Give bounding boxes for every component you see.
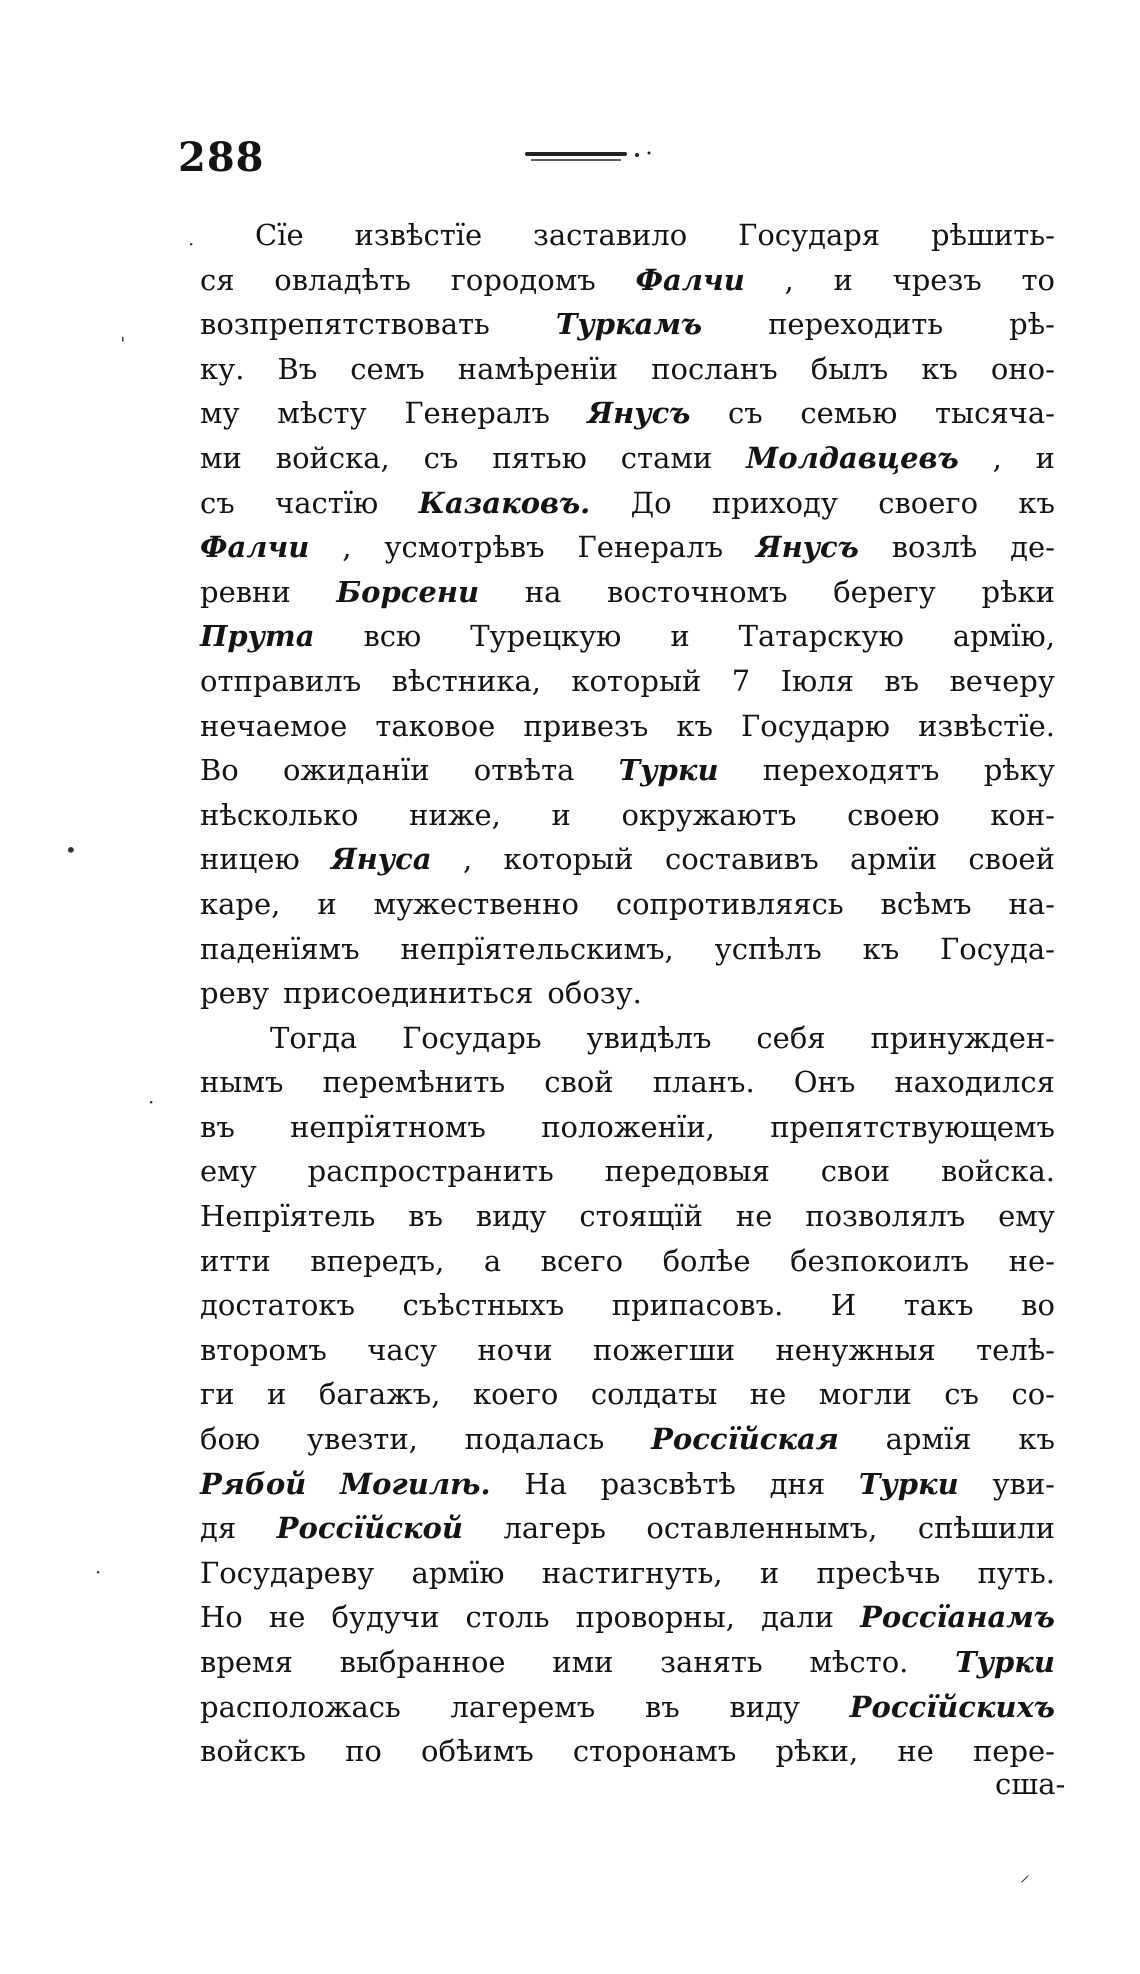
word: а xyxy=(483,1243,502,1278)
word: не- xyxy=(1008,1243,1055,1278)
word: съ xyxy=(944,1377,979,1412)
word: виду xyxy=(729,1689,800,1724)
text-line xyxy=(200,347,1055,392)
word: увидѣлъ xyxy=(586,1020,712,1055)
text-line xyxy=(200,1149,1055,1194)
word: путь. xyxy=(977,1555,1055,1590)
text-line xyxy=(200,481,1055,526)
word: ницею xyxy=(200,842,300,877)
word: дали xyxy=(761,1600,834,1635)
word: мѣсту xyxy=(277,396,367,431)
italic-word: Турки xyxy=(618,753,719,788)
word: извѣстїе xyxy=(354,218,483,252)
word: болѣе xyxy=(662,1243,751,1278)
word: багажъ, xyxy=(318,1377,441,1412)
text-line xyxy=(200,1729,1055,1774)
word: своей xyxy=(968,842,1055,877)
word: спѣшили xyxy=(917,1511,1055,1546)
word: ненужныя xyxy=(775,1332,936,1367)
text-line xyxy=(200,1417,1055,1462)
word: коего xyxy=(472,1377,559,1412)
word: не xyxy=(897,1734,934,1769)
word: сопротивляясь xyxy=(615,886,844,921)
word: лагерь xyxy=(503,1511,606,1546)
word: Государеву xyxy=(200,1555,375,1590)
text-line xyxy=(200,213,1055,258)
word: распространить xyxy=(307,1154,554,1189)
italic-word: Янусъ xyxy=(587,396,691,431)
word: , xyxy=(784,262,794,297)
italic-word: Россїйской xyxy=(276,1511,463,1546)
word: Госуда- xyxy=(940,931,1055,966)
text-line xyxy=(200,1328,1055,1373)
text-line xyxy=(200,927,1055,972)
word: До xyxy=(630,485,672,520)
word: ку. xyxy=(200,351,245,386)
word: по xyxy=(345,1734,382,1769)
word: часу xyxy=(367,1332,437,1367)
word: на xyxy=(524,574,562,609)
text-line xyxy=(200,659,1055,704)
word: армїя xyxy=(885,1422,972,1457)
word: ему xyxy=(998,1199,1055,1234)
word: и xyxy=(317,886,337,921)
word: оставленнымъ, xyxy=(646,1511,878,1546)
word: частїю xyxy=(275,485,379,520)
word: ниже, xyxy=(409,797,501,832)
word: семъ xyxy=(350,351,425,386)
word: му xyxy=(200,396,240,431)
word: отвѣта xyxy=(473,753,575,788)
word: берегу xyxy=(833,574,936,609)
header-rule-ornament xyxy=(525,146,675,166)
word: Тогда xyxy=(270,1020,358,1055)
text-line xyxy=(200,882,1055,927)
word: пресѣчь xyxy=(816,1555,941,1590)
word: присоединиться xyxy=(283,976,534,1011)
page-number: 288 xyxy=(178,134,265,181)
word: рѣки, xyxy=(775,1734,859,1769)
word: таковое xyxy=(375,708,496,743)
text-line xyxy=(200,1685,1055,1730)
text-line xyxy=(200,525,1055,570)
word: ночи xyxy=(477,1332,553,1367)
word: окружаютъ xyxy=(621,797,797,832)
word: разсвѣтѣ xyxy=(600,1466,736,1501)
word: къ xyxy=(1018,485,1055,520)
word: къ xyxy=(676,708,713,743)
word: со- xyxy=(1011,1377,1055,1412)
word: ги xyxy=(200,1377,235,1412)
italic-word: Россїйская xyxy=(651,1422,839,1457)
word: мужественно xyxy=(373,886,579,921)
word: переходить xyxy=(768,307,944,342)
italic-word: Фалчи xyxy=(200,530,310,565)
word: проворны, xyxy=(575,1600,735,1635)
word: и xyxy=(551,797,571,832)
word: возлѣ xyxy=(891,530,978,565)
word: могли xyxy=(818,1377,912,1412)
word: ими xyxy=(552,1645,614,1679)
word: съ xyxy=(728,396,763,431)
text-line xyxy=(200,1640,1055,1685)
word: ми xyxy=(200,440,242,475)
word: находился xyxy=(894,1065,1055,1100)
word: Турецкую xyxy=(470,619,622,654)
word: занять xyxy=(660,1645,763,1679)
word: Непрїятель xyxy=(200,1199,376,1234)
word: и xyxy=(1035,440,1055,475)
text-line xyxy=(200,1283,1055,1328)
word: солдаты xyxy=(590,1377,718,1412)
word: 7 xyxy=(731,663,751,698)
word: Въ xyxy=(277,351,318,386)
word: виду xyxy=(475,1199,547,1234)
word: лагеремъ xyxy=(450,1689,596,1724)
word: не xyxy=(735,1199,773,1234)
word: отправилъ xyxy=(200,663,362,698)
margin-speck: ⸝ xyxy=(1020,1862,1030,1886)
word: оно- xyxy=(990,351,1055,386)
margin-speck: · xyxy=(188,232,195,256)
word: дя xyxy=(200,1511,237,1546)
word: то xyxy=(1021,262,1055,297)
word: Государя xyxy=(738,218,881,252)
word: съѣстныхъ xyxy=(402,1288,565,1323)
word: въ xyxy=(884,663,920,698)
word: армїю xyxy=(411,1555,505,1590)
word: впередъ, xyxy=(310,1243,445,1278)
word: увезти, xyxy=(306,1422,418,1457)
word: городомъ xyxy=(450,262,596,297)
word: на- xyxy=(1008,886,1055,921)
word: всѣмъ xyxy=(880,886,972,921)
word: кон- xyxy=(990,797,1055,832)
word: , xyxy=(992,440,1002,475)
word: съ xyxy=(423,440,459,475)
text-line xyxy=(200,1060,1055,1105)
word: рѣку xyxy=(983,753,1055,788)
word: намѣренїи xyxy=(457,351,619,386)
text-line xyxy=(200,1551,1055,1596)
margin-speck: • xyxy=(65,838,77,862)
word: усмотрѣвъ xyxy=(384,530,545,565)
word: въ xyxy=(408,1199,444,1234)
word: себя xyxy=(756,1020,826,1055)
word: рѣки xyxy=(981,574,1055,609)
word: заставило xyxy=(533,218,688,252)
margin-speck: · xyxy=(95,1560,102,1584)
text-line xyxy=(200,971,1055,1016)
word: къ xyxy=(1018,1422,1055,1457)
word: вѣстника, xyxy=(391,663,541,698)
word: который xyxy=(571,663,702,698)
text-line xyxy=(200,436,1055,481)
word: Генералъ xyxy=(577,530,724,565)
word: своею xyxy=(847,797,940,832)
word: рѣшить- xyxy=(930,218,1055,252)
text-line xyxy=(200,1506,1055,1551)
word: вечеру xyxy=(949,663,1055,698)
text-line xyxy=(200,1595,1055,1640)
word: реву xyxy=(200,976,270,1011)
catchword: сша- xyxy=(995,1767,1066,1801)
text-line xyxy=(200,302,1055,347)
italic-word: Молдавцевъ xyxy=(746,440,959,475)
word: де- xyxy=(1010,530,1055,565)
word: чрезъ xyxy=(892,262,982,297)
word: обозу. xyxy=(547,976,642,1011)
word: свои xyxy=(820,1154,891,1189)
word: безпокоилъ xyxy=(790,1243,970,1278)
word: всю xyxy=(363,619,422,654)
word: пере- xyxy=(972,1734,1055,1769)
word: второмъ xyxy=(200,1332,327,1367)
text-line xyxy=(200,793,1055,838)
word: принужден- xyxy=(870,1020,1055,1055)
margin-speck: ˌ xyxy=(120,320,126,344)
word: привезъ xyxy=(523,708,649,743)
word: нечаемое xyxy=(200,708,348,743)
word: войска. xyxy=(940,1154,1055,1189)
word: войска, xyxy=(275,440,390,475)
word: и xyxy=(833,262,853,297)
italic-word: Турки xyxy=(858,1466,959,1501)
word: положенїи, xyxy=(541,1109,715,1144)
italic-word: Туркамъ xyxy=(555,307,703,342)
word: планъ. xyxy=(652,1065,755,1100)
word: столь xyxy=(465,1600,550,1635)
word: Татарскую xyxy=(738,619,904,654)
word: Государь xyxy=(402,1020,542,1055)
word: расположась xyxy=(200,1689,401,1724)
word: стами xyxy=(620,440,713,475)
italic-word: Прута xyxy=(200,619,315,654)
text-line xyxy=(200,1372,1055,1417)
word: былъ xyxy=(810,351,889,386)
word: посланъ xyxy=(651,351,778,386)
word: овладѣть xyxy=(274,262,411,297)
word: ему xyxy=(200,1154,257,1189)
word: И xyxy=(830,1288,857,1323)
word: возпрепятствовать xyxy=(200,307,490,342)
word: который xyxy=(503,842,634,877)
word: Iюля xyxy=(780,663,854,698)
text-line xyxy=(200,1239,1055,1284)
body-text xyxy=(200,213,1055,1774)
word: дня xyxy=(769,1466,826,1501)
italic-word: Януса xyxy=(331,842,432,877)
word: , xyxy=(342,530,352,565)
text-line xyxy=(200,748,1055,793)
word: такъ xyxy=(903,1288,974,1323)
word: тысяча- xyxy=(934,396,1055,431)
word: армїи xyxy=(850,842,938,877)
word: къ xyxy=(862,931,900,966)
word: восточномъ xyxy=(607,574,788,609)
word: непрїятномъ xyxy=(290,1109,486,1144)
word: извѣстїе. xyxy=(918,708,1055,743)
word: пожегши xyxy=(592,1332,736,1367)
word: успѣлъ xyxy=(714,931,822,966)
word: каре, xyxy=(200,886,281,921)
text-line xyxy=(200,391,1055,436)
word: Но xyxy=(200,1600,243,1635)
word: ся xyxy=(200,262,235,297)
word: телѣ- xyxy=(976,1332,1055,1367)
word: всего xyxy=(540,1243,624,1278)
word: препятствующемъ xyxy=(770,1109,1055,1144)
word: и xyxy=(670,619,690,654)
word: Генералъ xyxy=(404,396,550,431)
italic-word: Россїйскихъ xyxy=(849,1689,1055,1724)
word: нымъ xyxy=(200,1065,284,1100)
word: паденїямъ xyxy=(200,931,360,966)
word: въ xyxy=(644,1689,680,1724)
word: ревни xyxy=(200,574,291,609)
text-line xyxy=(200,1105,1055,1150)
word: стоящїй xyxy=(579,1199,703,1234)
italic-word: Фалчи xyxy=(635,262,745,297)
word: передовыя xyxy=(604,1154,770,1189)
word: ожиданїи xyxy=(283,753,430,788)
word: не xyxy=(749,1377,787,1412)
word: во xyxy=(1021,1288,1055,1323)
word: сторонамъ xyxy=(572,1734,737,1769)
word: Государю xyxy=(741,708,890,743)
word: не xyxy=(268,1600,306,1635)
text-line xyxy=(200,1194,1055,1239)
italic-word: Турки xyxy=(955,1645,1055,1679)
word: позволялъ xyxy=(805,1199,966,1234)
text-line xyxy=(200,704,1055,749)
word: свой xyxy=(544,1065,614,1100)
word: итти xyxy=(200,1243,271,1278)
word: припасовъ. xyxy=(611,1288,784,1323)
word: нѣсколько xyxy=(200,797,359,832)
text-line xyxy=(200,614,1055,659)
text-line xyxy=(200,258,1055,303)
word: мѣсто. xyxy=(809,1645,909,1679)
text-line xyxy=(200,570,1055,615)
word: достатокъ xyxy=(200,1288,355,1323)
word: обѣимъ xyxy=(421,1734,534,1769)
word: армїю, xyxy=(952,619,1055,654)
word: перемѣнить xyxy=(322,1065,506,1100)
margin-speck: · xyxy=(148,1090,155,1114)
text-line xyxy=(200,1016,1055,1061)
word: составивъ xyxy=(664,842,819,877)
text-line xyxy=(200,837,1055,882)
word: Сїе xyxy=(255,218,304,252)
word: своего xyxy=(878,485,979,520)
italic-word: Янусъ xyxy=(756,530,859,565)
italic-word: Казаковъ. xyxy=(418,485,591,520)
word: уви- xyxy=(992,1466,1055,1501)
text-line xyxy=(200,1462,1055,1507)
italic-word: Рябой xyxy=(200,1466,307,1501)
word: и xyxy=(759,1555,780,1590)
word: въ xyxy=(200,1109,235,1144)
word: переходятъ xyxy=(762,753,940,788)
word: будучи xyxy=(331,1600,440,1635)
word: , xyxy=(462,842,473,877)
word: Онъ xyxy=(793,1065,856,1100)
word: настигнуть, xyxy=(541,1555,723,1590)
word: приходу xyxy=(711,485,838,520)
word: войскъ xyxy=(200,1734,306,1769)
word: непрїятельскимъ, xyxy=(400,931,674,966)
word: Во xyxy=(200,753,239,788)
word: съ xyxy=(200,485,235,520)
word: выбранное xyxy=(339,1645,506,1679)
word: рѣ- xyxy=(1009,307,1055,342)
word: время xyxy=(200,1645,293,1679)
word: пятью xyxy=(492,440,587,475)
word: подалась xyxy=(464,1422,605,1457)
italic-word: Борсени xyxy=(336,574,480,609)
italic-word: Россїанамъ xyxy=(860,1600,1055,1635)
italic-word: Могилѣ. xyxy=(339,1466,491,1501)
word: и xyxy=(267,1377,287,1412)
word: На xyxy=(524,1466,567,1501)
word: къ xyxy=(921,351,958,386)
word: бою xyxy=(200,1422,261,1457)
word: семью xyxy=(800,396,898,431)
